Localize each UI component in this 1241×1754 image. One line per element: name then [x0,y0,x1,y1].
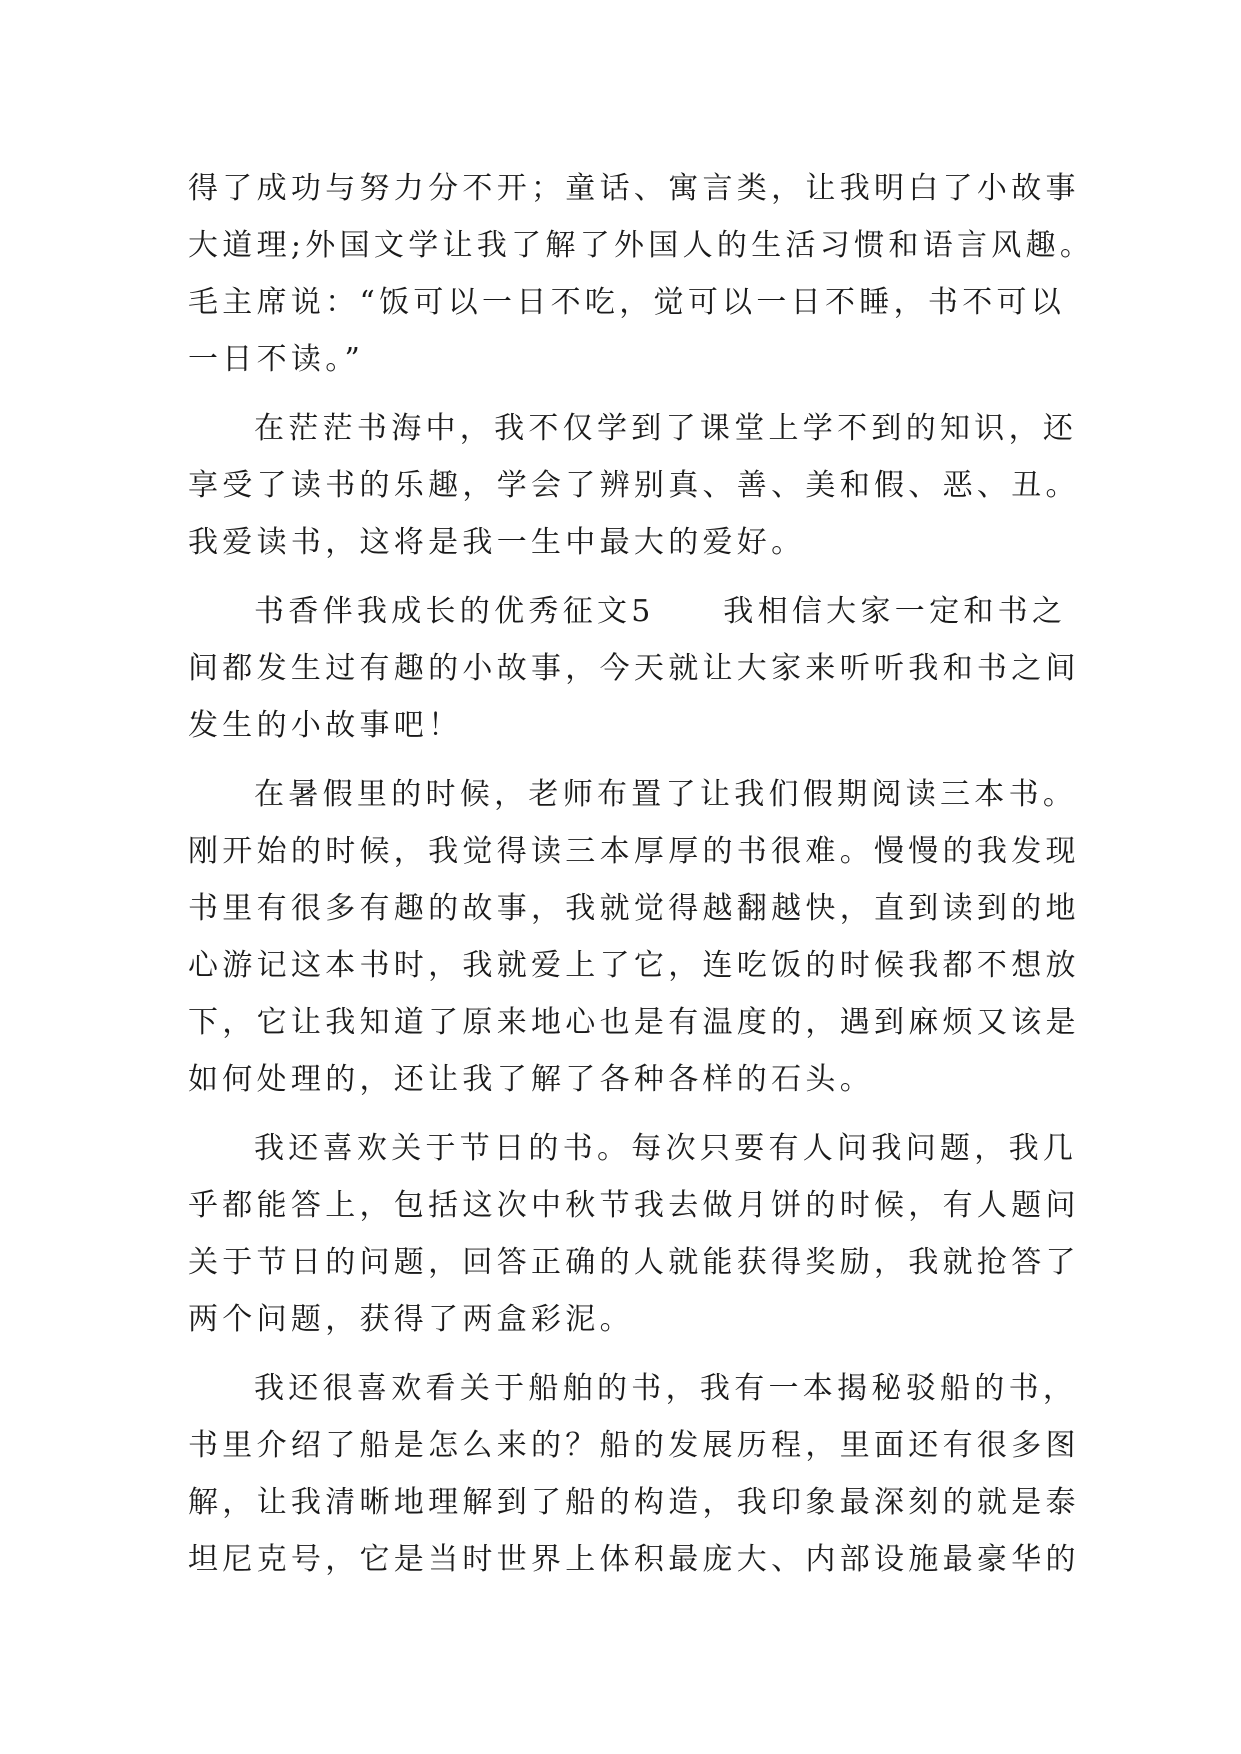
text-line: 下，它让我知道了原来地心也是有温度的，遇到麻烦又该是 [188,1005,1080,1040]
text-line: 我还喜欢关于节日的书。每次只要有人问我问题，我几 [254,1131,1078,1166]
text-line: 一日不读。” [188,342,365,377]
text-line: 刚开始的时候，我觉得读三本厚厚的书很难。慢慢的我发现 [188,834,1080,869]
text-line: 我还很喜欢看关于船舶的书，我有一本揭秘驳船的书， [254,1371,1078,1406]
text-line: 书里有很多有趣的故事，我就觉得越翻越快，直到读到的地 [188,891,1080,926]
text-line: 关于节日的问题，回答正确的人就能获得奖励，我就抢答了 [188,1245,1080,1280]
text-line: 心游记这本书时，我就爱上了它，连吃饭的时候我都不想放 [188,948,1080,983]
text-line: 在暑假里的时候，老师布置了让我们假期阅读三本书。 [254,777,1078,812]
body-text [188,160,1108,1588]
text-line: 享受了读书的乐趣，学会了辨别真、善、美和假、恶、丑。 [188,468,1080,503]
text-line: 两个问题，获得了两盒彩泥。 [188,1302,634,1337]
text-line: 在茫茫书海中，我不仅学到了课堂上学不到的知识，还 [254,411,1078,446]
text-line: 我爱读书，这将是我一生中最大的爱好。 [188,525,806,560]
text-line: 大道理;外国文学让我了解了外国人的生活习惯和语言风趣。 [188,228,1095,263]
text-line: 间都发生过有趣的小故事，今天就让大家来听听我和书之间 [188,651,1080,686]
text-line: 书里介绍了船是怎么来的？船的发展历程，里面还有很多图 [188,1428,1080,1463]
text-line: 解，让我清晰地理解到了船的构造，我印象最深刻的就是泰 [188,1485,1080,1520]
text-line: 坦尼克号，它是当时世界上体积最庞大、内部设施最豪华的 [188,1542,1080,1577]
text-line: 毛主席说：“饭可以一日不吃，觉可以一日不睡，书不可以 [188,285,1066,320]
section-heading-line: 书香伴我成长的优秀征文5 我相信大家一定和书之 [254,594,1067,629]
text-line: 乎都能答上，包括这次中秋节我去做月饼的时候，有人题问 [188,1188,1080,1223]
text-line: 得了成功与努力分不开；童话、寓言类，让我明白了小故事 [188,171,1080,206]
text-line: 发生的小故事吧！ [188,708,463,743]
text-line: 如何处理的，还让我了解了各种各样的石头。 [188,1062,874,1097]
